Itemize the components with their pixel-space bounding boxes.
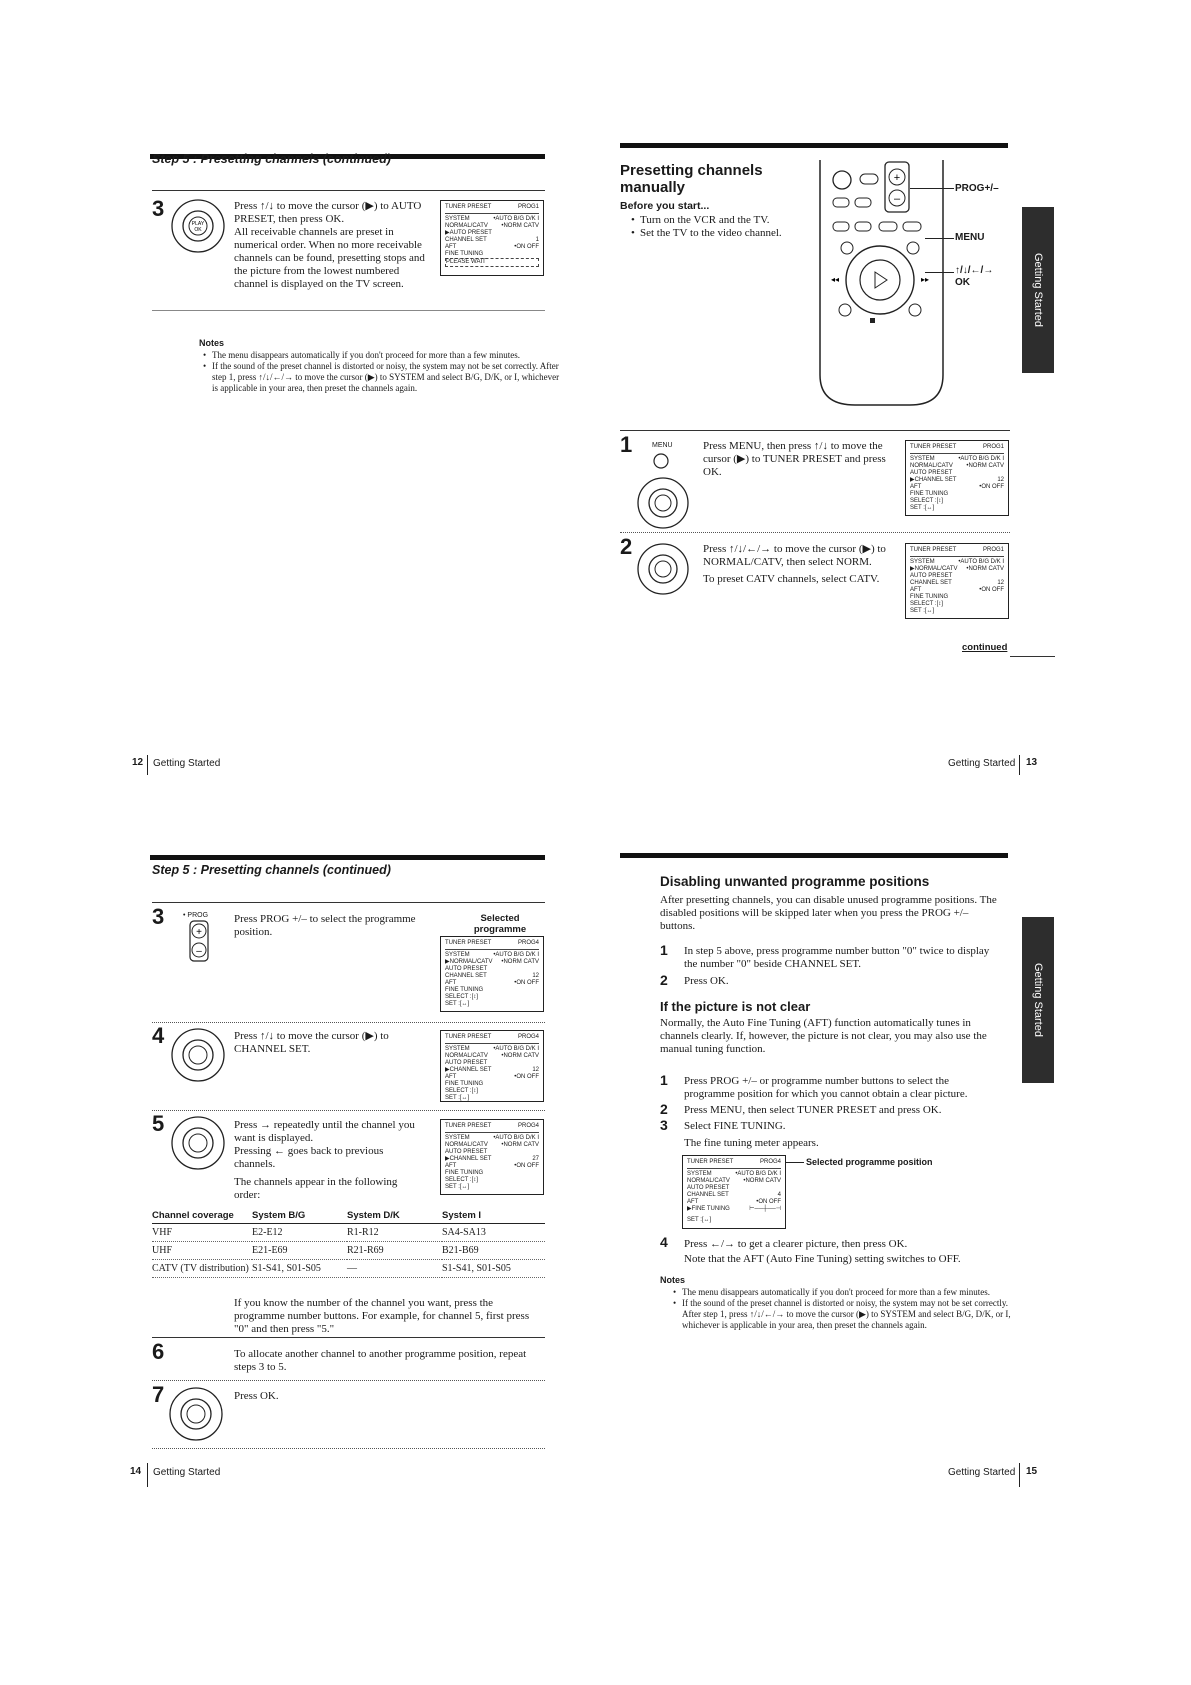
fine-step3-text: Select FINE TUNING. — [684, 1120, 786, 1132]
step2-text: Press ↑/↓/←/→ to move the cursor (▶) to NORMAL/CATV, then select NORM. To preset CATV channels, select CATV. — [703, 543, 886, 585]
remote-label-menu: MENU — [955, 232, 985, 243]
svg-text:OK: OK — [194, 227, 202, 233]
table-row: UHF E21-E69 R21-R69 B21-B69 — [152, 1242, 545, 1260]
control-dial-icon — [170, 1027, 226, 1083]
svg-text:–: – — [196, 946, 202, 957]
prog-button-label: • PROG — [183, 912, 209, 919]
control-dial-icon — [168, 1386, 224, 1442]
footer-tick — [147, 755, 148, 775]
page13-title: Presetting channels manually — [620, 162, 763, 196]
table-row: VHF E2-E12 R1-R12 SA4-SA13 — [152, 1224, 545, 1242]
notes-list — [202, 350, 562, 394]
divider — [152, 1110, 545, 1111]
footer-tick — [1019, 1463, 1020, 1487]
before-start-list — [630, 214, 820, 240]
selected-position-callout: Selected programme — [473, 913, 527, 935]
table-header-row: Channel coverage System B/G System D/K System I — [152, 1208, 545, 1224]
menu-button-label: MENU — [652, 442, 673, 449]
list-item: • Turn on the VCR and the TV. — [640, 214, 820, 227]
note-item: • The menu disappears automatically if you don't proceed for more than a few minutes. — [682, 1287, 1017, 1298]
prog-button-icon — [188, 920, 210, 962]
footer-tick — [147, 1463, 148, 1487]
osd-fine-tuning: TUNER PRESET PROG4 SYSTEM •AUTO B/G D/K I NORMAL/CATV •NORM CATV AUTO PRESET CHANNEL SET 4 AFT •ON OFF ▶FINE TUNING ⊢──┼──⊣ SET :[↔] — [682, 1155, 786, 1229]
callout-line — [786, 1162, 804, 1163]
notes-list — [672, 1287, 1017, 1331]
page15-top-rule — [620, 853, 1008, 858]
remote-label-arrows: ↑/↓/←/→ — [955, 265, 994, 276]
divider — [620, 532, 1010, 533]
osd-channel-select: TUNER PRESET PROG4 SYSTEM •AUTO B/G D/K I NORMAL/CATV •NORM CATV AUTO PRESET ▶CHANNEL SET 27 AFT •ON OFF FINE TUNING SELECT :[↕] SET :[↔] — [440, 1119, 544, 1195]
divider — [152, 1380, 545, 1381]
section-tab: Getting Started — [1022, 917, 1054, 1083]
control-dial-icon — [636, 476, 690, 530]
step-number: 1 — [660, 1072, 668, 1088]
svg-text:–: – — [893, 193, 901, 205]
table-row: CATV (TV distribution) S1-S41, S01-S05 — S1-S41, S01-S05 — [152, 1260, 545, 1278]
svg-text:+: + — [196, 927, 202, 938]
note-item: • If the sound of the preset channel is distorted or noisy, the system may not be set correctly. After step 1, press ↑/↓/←/→ to move the cursor (▶) to SYSTEM and select B/G, D/K, or I, whichever is applicable in your area, then preset the channels again. — [212, 361, 562, 394]
before-start-title: Before you start... — [620, 200, 710, 212]
fine-step2-text: Press MENU, then select TUNER PRESET and press OK. — [684, 1104, 942, 1116]
remote-control-icon — [815, 160, 950, 410]
divider — [152, 1337, 545, 1338]
step-number: 2 — [660, 1101, 668, 1117]
meter-text: The fine tuning meter appears. — [684, 1137, 819, 1149]
continued-label: continued — [962, 642, 1008, 653]
channel-coverage-table — [152, 1208, 545, 1278]
svg-text:PLAY: PLAY — [191, 221, 205, 227]
divider — [152, 310, 545, 311]
list-item: • Set the TV to the video channel. — [640, 227, 820, 240]
step7-text: Press OK. — [234, 1390, 279, 1402]
page-number: 13 — [1026, 757, 1038, 768]
fine-step4-text: Press ←/→ to get a clearer picture, then press OK. Note that the AFT (Auto Fine Tuning) setting switches to OFF. — [684, 1238, 961, 1265]
step-number: 1 — [620, 432, 633, 457]
osd-channel-set: TUNER PRESET PROG4 SYSTEM •AUTO B/G D/K I NORMAL/CATV •NORM CATV AUTO PRESET ▶CHANNEL SET 12 AFT •ON OFF FINE TUNING SELECT :[↕] SET :[↔] — [440, 1030, 544, 1102]
step-number: 2 — [620, 534, 633, 559]
footer-label: Getting Started — [153, 758, 221, 769]
svg-text:▸▸: ▸▸ — [921, 275, 930, 284]
svg-text:+: + — [893, 172, 901, 184]
callout-line — [925, 238, 954, 239]
osd-prog-select: TUNER PRESET PROG4 SYSTEM •AUTO B/G D/K I ▶NORMAL/CATV •NORM CATV AUTO PRESET CHANNEL SET 12 AFT •ON OFF FINE TUNING SELECT :[↕] SET :[↔] — [440, 936, 544, 1012]
svg-text:◂◂: ◂◂ — [831, 275, 840, 284]
fine-step1-text: Press PROG +/– or programme number buttons to select the programme position for which you cannot obtain a clear picture. — [684, 1075, 968, 1100]
fine-tuning-meter: ⊢──┼──⊣ — [749, 1206, 781, 1212]
step-number: 4 — [660, 1234, 668, 1250]
footer-label: Getting Started — [948, 758, 1016, 769]
notes-title: Notes — [199, 338, 225, 348]
step5-text: Press → repeatedly until the channel you want is displayed. Pressing ← goes back to previous channels. The channels appear in the following order: — [234, 1119, 415, 1201]
tip-text: If you know the number of the channel you want, press the programme number buttons. For example, for channel 5, first press "0" and then press "5." — [234, 1297, 530, 1335]
page-number: 12 — [132, 757, 144, 768]
osd-auto-preset: TUNER PRESET PROG1 SYSTEM •AUTO B/G D/K I NORMAL/CATV •NORM CATV ▶AUTO PRESET CHANNEL SET 1 AFT •ON OFF FINE TUNING PLEASE WAIT — [440, 200, 544, 276]
step-number: 7 — [152, 1382, 165, 1407]
step-number: 1 — [660, 942, 668, 958]
divider — [152, 1022, 545, 1023]
step-number: 3 — [152, 904, 165, 929]
divider — [620, 430, 1010, 431]
step3-text: Press ↑/↓ to move the cursor (▶) to AUTO PRESET, then press OK. All receivable channels are preset in numerical order. When no more receivable channels can be found, presetting stops and the picture from the lowest numbered channel is displayed on the TV screen. — [234, 200, 425, 290]
step-number: 6 — [152, 1339, 165, 1364]
divider — [152, 1448, 545, 1449]
remote-label-prog: PROG+/– — [955, 183, 999, 194]
step-number: 3 — [152, 196, 165, 221]
osd-normal-catv: TUNER PRESET PROG1 SYSTEM •AUTO B/G D/K I ▶NORMAL/CATV •NORM CATV AUTO PRESET CHANNEL SET 12 AFT •ON OFF FINE TUNING SELECT :[↕] SET :[↔] — [905, 543, 1009, 619]
control-dial-icon — [636, 542, 690, 596]
selected-position-callout: Selected programme position — [806, 1157, 933, 1167]
step-number: 4 — [152, 1023, 165, 1048]
page13-top-rule — [620, 143, 1008, 148]
callout-line — [910, 188, 954, 189]
control-dial-icon — [170, 198, 226, 254]
section-tab: Getting Started — [1022, 207, 1054, 373]
divider — [152, 902, 545, 903]
page-number: 15 — [1026, 1466, 1038, 1477]
disable-step2-text: Press OK. — [684, 975, 729, 987]
page12-section-title: Step 5 : Presetting channels (continued) — [152, 152, 391, 166]
control-dial-icon — [170, 1115, 226, 1171]
disable-step1-text: In step 5 above, press programme number button "0" twice to display the number "0" beside CHANNEL SET. — [684, 945, 990, 970]
note-item: • If the sound of the preset channel is distorted or noisy, the system may not be set correctly. After step 1, press ↑/↓/←/→ to move the cursor (▶) to SYSTEM and select B/G, D/K, or I, whichever is applicable in your area, then preset the channels again. — [682, 1298, 1017, 1331]
step6-text: To allocate another channel to another programme position, repeat steps 3 to 5. — [234, 1348, 527, 1373]
menu-button-icon — [652, 452, 670, 470]
divider — [152, 190, 545, 191]
osd-tuner-preset: TUNER PRESET PROG1 SYSTEM •AUTO B/G D/K I NORMAL/CATV •NORM CATV AUTO PRESET ▶CHANNEL SET 12 AFT •ON OFF FINE TUNING SELECT :[↕] SET :[↔] — [905, 440, 1009, 516]
page14-top-rule — [150, 855, 545, 860]
footer-label: Getting Started — [948, 1467, 1016, 1478]
step-number: 2 — [660, 972, 668, 988]
disable-title: Disabling unwanted programme positions — [660, 874, 930, 889]
footer-label: Getting Started — [153, 1467, 221, 1478]
callout-line — [925, 272, 954, 273]
step-number: 5 — [152, 1111, 165, 1136]
step-number: 3 — [660, 1117, 668, 1133]
note-item: • The menu disappears automatically if you don't proceed for more than a few minutes. — [212, 350, 562, 361]
disable-intro: After presetting channels, you can disable unused programme positions. The disabled positions will be skipped later when you press the PROG +/– buttons. — [660, 894, 997, 932]
step4-text: Press ↑/↓ to move the cursor (▶) to CHANNEL SET. — [234, 1030, 389, 1055]
unclear-title: If the picture is not clear — [660, 999, 811, 1014]
remote-label-ok: OK — [955, 277, 970, 288]
step1-text: Press MENU, then press ↑/↓ to move the cursor (▶) to TUNER PRESET and press OK. — [703, 440, 886, 478]
footer-tick — [1019, 755, 1020, 775]
unclear-intro: Normally, the Auto Fine Tuning (AFT) function automatically tunes in channels clearly. If, however, the picture is not clear, you may also use the manual tuning function. — [660, 1017, 987, 1055]
notes-title: Notes — [660, 1275, 686, 1285]
step3-text: Press PROG +/– to select the programme position. — [234, 913, 416, 938]
page-number: 14 — [130, 1466, 142, 1477]
divider — [1010, 656, 1055, 657]
page14-section-title: Step 5 : Presetting channels (continued) — [152, 863, 391, 877]
